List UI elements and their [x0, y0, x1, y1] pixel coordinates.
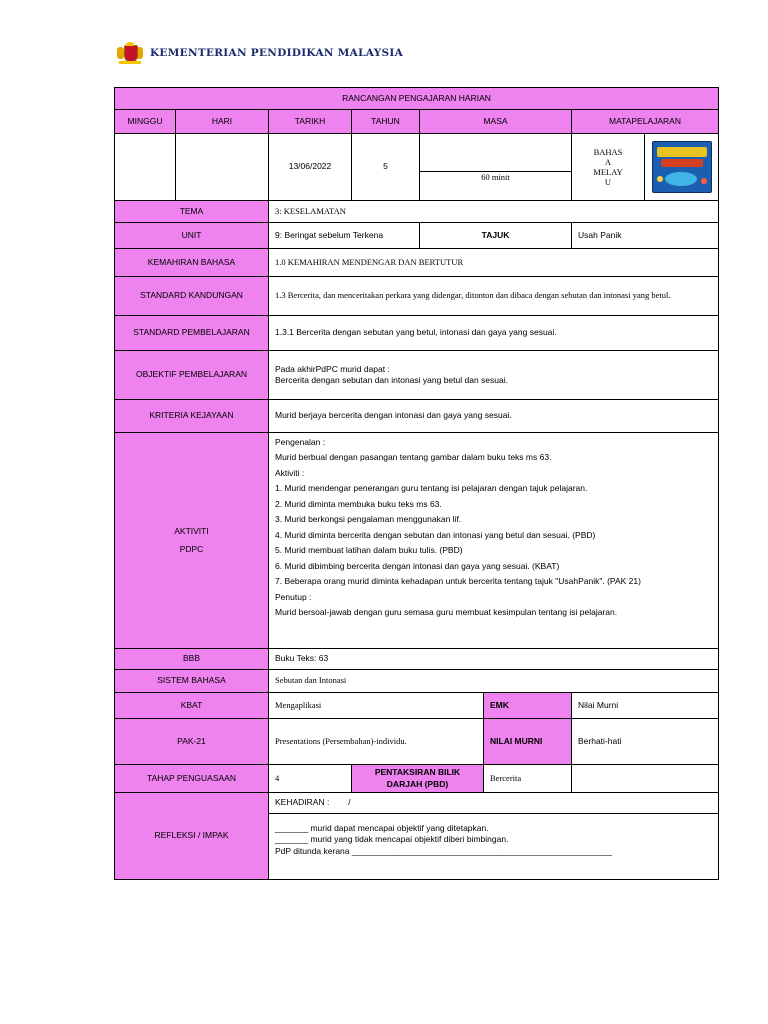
nilai-murni-value: Berhati-hati — [572, 719, 719, 765]
pbd-label: PENTAKSIRAN BILIK DARJAH (PBD) — [352, 765, 484, 793]
objektif-label: OBJEKTIF PEMBELAJARAN — [115, 351, 269, 400]
aktiviti-line: 7. Beberapa orang murid diminta kehadapan untuk bercerita tentang tajuk "UsahPanik". (PAK 21) — [275, 576, 641, 587]
aktiviti-label: AKTIVITI PDPC — [115, 433, 269, 649]
tahap-extra — [572, 765, 719, 793]
kemahiran-value: 1.0 KEMAHIRAN MENDENGAR DAN BERTUTUR — [269, 249, 719, 277]
tajuk-value: Usah Panik — [572, 223, 719, 249]
bbb-value: Buku Teks: 63 — [269, 649, 719, 670]
emk-label: EMK — [484, 693, 572, 719]
col-hari: HARI — [176, 110, 269, 134]
bbb-label: BBB — [115, 649, 269, 670]
aktiviti-line: 5. Murid membuat latihan dalam buku tulis. (PBD) — [275, 545, 463, 556]
aktiviti-line: Pengenalan : — [275, 437, 326, 447]
kriteria-label: KRITERIA KEJAYAAN — [115, 400, 269, 433]
aktiviti-line: Penutup : — [275, 591, 312, 602]
page-header — [116, 40, 403, 66]
sk-value: 1.3 Bercerita, dan menceritakan perkara yang didengar, ditonton dan dibaca dengan sebutan dan intonasi yang betul. — [269, 277, 719, 316]
sistem-label: SISTEM BAHASA — [115, 670, 269, 693]
aktiviti-line: 6. Murid dibimbing bercerita dengan intonasi dan gaya yang sesuai. (KBAT) — [275, 560, 560, 571]
kbat-value: Mengaplikasi — [269, 693, 484, 719]
tahun-value: 5 — [352, 134, 420, 201]
kemahiran-label: KEMAHIRAN BAHASA — [115, 249, 269, 277]
rph-table — [114, 87, 719, 880]
masa-cell — [420, 134, 572, 201]
subject-name: BAHAS A MELAY U — [572, 134, 645, 201]
tema-label: TEMA — [115, 201, 269, 223]
col-tarikh: TARIKH — [269, 110, 352, 134]
aktiviti-line: Murid berbual dengan pasangan tentang gambar dalam buku teks ms 63. — [275, 452, 552, 463]
ministry-name: KEMENTERIAN PENDIDIKAN MALAYSIA — [150, 47, 404, 59]
document-title: RANCANGAN PENGAJARAN HARIAN — [115, 88, 719, 110]
masa-top — [420, 151, 571, 171]
tarikh-value: 13/06/2022 — [269, 134, 352, 201]
emk-value: Nilai Murni — [572, 693, 719, 719]
minggu-value — [115, 134, 176, 201]
refleksi-label: REFLEKSI / IMPAK — [115, 793, 269, 880]
tema-value: 3: KESELAMATAN — [269, 201, 719, 223]
tahap-value: 4 — [269, 765, 352, 793]
unit-value: 9: Beringat sebelum Terkena — [269, 223, 420, 249]
tahap-label: TAHAP PENGUASAAN — [115, 765, 269, 793]
col-tahun: TAHUN — [352, 110, 420, 134]
pbd-value: Bercerita — [484, 765, 572, 793]
aktiviti-line: Aktiviti : — [275, 467, 305, 478]
aktiviti-line: Murid bersoal-jawab dengan guru semasa guru membuat kesimpulan tentang isi pelajaran. — [275, 607, 618, 618]
pak21-label: PAK-21 — [115, 719, 269, 765]
aktiviti-line: 4. Murid diminta bercerita dengan sebutan dan intonasi yang betul dan sesuai. (PBD) — [275, 529, 596, 540]
col-minggu: MINGGU — [115, 110, 176, 134]
col-masa: MASA — [420, 110, 572, 134]
pak21-value: Presentations (Persembahan)-individu. — [269, 719, 484, 765]
aktiviti-line: 2. Murid diminta membuka buku teks ms 63. — [275, 498, 442, 509]
kriteria-value: Murid berjaya bercerita dengan intonasi dan gaya yang sesuai. — [269, 400, 719, 433]
refleksi-notes: _______ murid dapat mencapai objektif yang ditetapkan. _______ murid yang tidak mencapai objektif diberi bimbingan. PdP ditunda kerana _______________________________________________________ — [269, 814, 719, 880]
objektif-value: Pada akhirPdPC murid dapat : Bercerita dengan sebutan dan intonasi yang betul dan sesuai. — [269, 351, 719, 400]
sistem-value: Sebutan dan Intonasi — [269, 670, 719, 693]
kehadiran-line: KEHADIRAN : / — [269, 793, 719, 814]
aktiviti-list — [269, 433, 719, 649]
aktiviti-line: 3. Murid berkongsi pengalaman menggunakan lif. — [275, 514, 462, 525]
tajuk-label: TAJUK — [420, 223, 572, 249]
masa-value: 60 minit — [481, 171, 510, 182]
textbook-cover-image — [645, 134, 719, 201]
hari-value — [176, 134, 269, 201]
sp-label: STANDARD PEMBELAJARAN — [115, 316, 269, 351]
nilai-murni-label: NILAI MURNI — [484, 719, 572, 765]
kbat-label: KBAT — [115, 693, 269, 719]
unit-label: UNIT — [115, 223, 269, 249]
aktiviti-line: 1. Murid mendengar penerangan guru tentang isi pelajaran dengan tajuk pelajaran. — [275, 483, 588, 494]
col-matapelajaran: MATAPELAJARAN — [572, 110, 719, 134]
sk-label: STANDARD KANDUNGAN — [115, 277, 269, 316]
malaysia-crest-icon — [116, 42, 144, 64]
sp-value: 1.3.1 Bercerita dengan sebutan yang betul, intonasi dan gaya yang sesuai. — [269, 316, 719, 351]
